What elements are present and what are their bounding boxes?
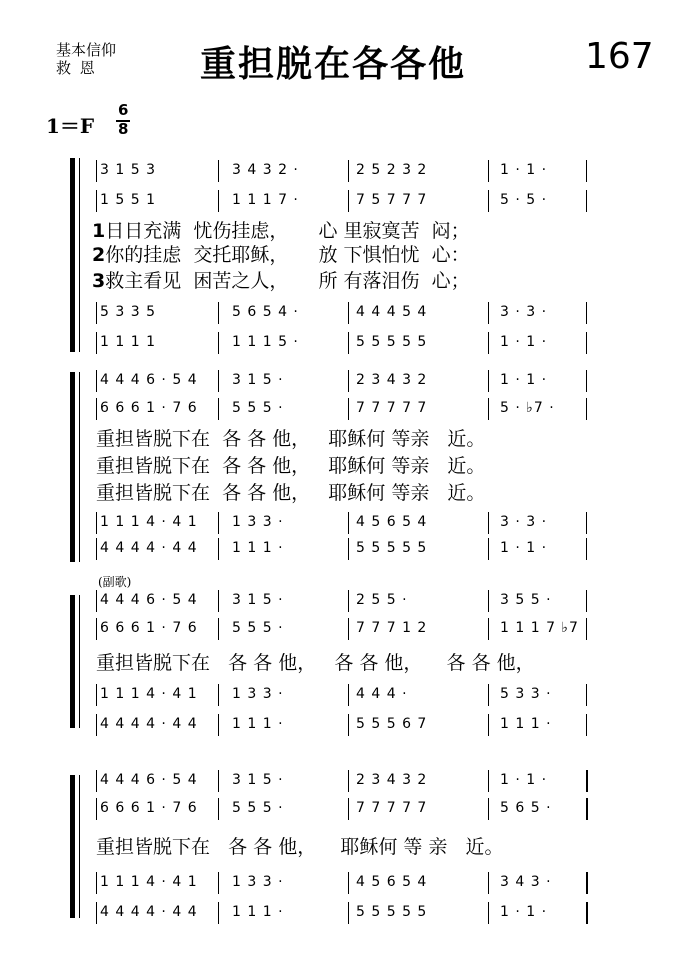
note-measure: 3 1 5 · <box>232 372 284 388</box>
barline <box>586 398 587 420</box>
hymn-title: 重担脱在各各他 <box>200 44 467 85</box>
note-measure: 3 · 3 · <box>500 304 548 320</box>
barline <box>586 370 587 392</box>
barline <box>488 714 489 736</box>
barline <box>218 872 219 894</box>
verse-text: 救主看见 困苦之人， 所 有落泪伤 心； <box>105 270 470 292</box>
verse-text: 你的挂虑 交托耶稣， 放 下惧怕忧 心： <box>105 244 470 266</box>
barline <box>218 538 219 560</box>
barline <box>488 332 489 354</box>
note-measure: 7 5 7 7 7 <box>356 192 428 208</box>
barline <box>488 160 489 182</box>
barline <box>488 902 489 924</box>
barline <box>348 872 349 894</box>
note-measure: 3 · 3 · <box>500 514 548 530</box>
barline <box>218 332 219 354</box>
note-measure: 2 3 4 3 2 <box>356 372 428 388</box>
barline <box>96 872 97 894</box>
chorus-lyric-line: 重担皆脱下在 各 各 他， 耶稣何 等 亲 近。 <box>96 836 504 858</box>
barline <box>96 332 97 354</box>
barline <box>488 190 489 212</box>
barline <box>488 398 489 420</box>
note-measure: 3 1 5 3 <box>100 162 156 178</box>
note-measure: 1 1 1 1 <box>100 334 156 350</box>
barline <box>96 160 97 182</box>
barline <box>488 872 489 894</box>
barline <box>348 902 349 924</box>
barline <box>348 398 349 420</box>
barline <box>586 538 587 560</box>
barline <box>218 618 219 640</box>
barline <box>348 714 349 736</box>
note-measure: 7 7 7 7 7 <box>356 800 428 816</box>
barline <box>348 160 349 182</box>
verse-lyric-line <box>92 270 470 292</box>
system-brace <box>70 595 75 728</box>
barline <box>96 190 97 212</box>
barline <box>218 160 219 182</box>
barline <box>96 770 97 792</box>
system-brace <box>70 372 75 562</box>
note-measure: 4 4 4 4 · 4 4 <box>100 540 198 556</box>
system-brace-line <box>79 372 80 562</box>
note-measure: 1 1 1 · <box>232 716 284 732</box>
note-measure: 4 4 4 4 · 4 4 <box>100 716 198 732</box>
chorus-label: (副歌) <box>98 575 132 589</box>
barline <box>218 798 219 820</box>
barline <box>218 902 219 924</box>
note-measure: 5 · ♭7 · <box>500 400 555 416</box>
hymn-number: 167 <box>585 36 654 77</box>
note-measure: 7 7 7 7 7 <box>356 400 428 416</box>
barline <box>586 770 588 792</box>
barline <box>96 538 97 560</box>
barline <box>488 798 489 820</box>
barline <box>96 370 97 392</box>
barline <box>96 902 97 924</box>
note-measure: 4 4 4 6 · 5 4 <box>100 592 198 608</box>
chorus-lyric-line: 重担皆脱下在 各 各 他， 耶稣何 等亲 近。 <box>96 455 486 477</box>
barline <box>488 770 489 792</box>
barline <box>586 190 587 212</box>
barline <box>488 370 489 392</box>
barline <box>586 872 588 894</box>
note-measure: 5 5 5 · <box>232 620 284 636</box>
note-measure: 1 1 1 4 · 4 1 <box>100 686 198 702</box>
verse-lyric-line <box>92 220 470 242</box>
barline <box>586 160 587 182</box>
note-measure: 4 5 6 5 4 <box>356 514 428 530</box>
note-measure: 1 1 1 5 · <box>232 334 299 350</box>
subcategory-label: 救 恩 <box>56 59 97 77</box>
note-measure: 5 5 5 5 5 <box>356 334 428 350</box>
note-measure: 3 1 5 · <box>232 592 284 608</box>
note-measure: 4 4 4 5 4 <box>356 304 428 320</box>
barline <box>586 302 587 324</box>
barline <box>218 714 219 736</box>
note-measure: 4 4 4 6 · 5 4 <box>100 772 198 788</box>
note-measure: 1 1 1 · <box>232 540 284 556</box>
barline <box>96 714 97 736</box>
note-measure: 5 5 5 · <box>232 400 284 416</box>
note-measure: 5 3 3 5 <box>100 304 156 320</box>
note-measure: 4 5 6 5 4 <box>356 874 428 890</box>
note-measure: 1 · 1 · <box>500 904 548 920</box>
note-measure: 1 1 1 · <box>232 904 284 920</box>
note-measure: 7 7 7 1 2 <box>356 620 428 636</box>
barline <box>488 590 489 612</box>
barline <box>348 538 349 560</box>
verse-lyric-line <box>92 244 470 266</box>
key-signature: 1＝F <box>46 114 95 138</box>
barline <box>348 190 349 212</box>
barline <box>96 684 97 706</box>
note-measure: 1 1 1 4 · 4 1 <box>100 874 198 890</box>
barline <box>348 590 349 612</box>
note-measure: 3 5 5 · <box>500 592 552 608</box>
note-measure: 6 6 6 1 · 7 6 <box>100 620 198 636</box>
barline <box>218 590 219 612</box>
note-measure: 1 3 3 · <box>232 514 284 530</box>
barline <box>96 798 97 820</box>
chorus-lyric-line: 重担皆脱下在 各 各 他， 耶稣何 等亲 近。 <box>96 428 486 450</box>
verse-number: 3 <box>92 270 106 292</box>
barline <box>96 302 97 324</box>
system-brace-line <box>79 775 80 918</box>
barline <box>586 902 588 924</box>
note-measure: 5 · 5 · <box>500 192 548 208</box>
note-measure: 1 · 1 · <box>500 372 548 388</box>
barline <box>348 618 349 640</box>
chorus-lyric-line: 重担皆脱下在 各 各 他， 耶稣何 等亲 近。 <box>96 482 486 504</box>
note-measure: 5 6 5 · <box>500 800 552 816</box>
time-signature-top: 6 <box>118 101 129 119</box>
note-measure: 5 5 5 6 7 <box>356 716 428 732</box>
verse-number: 1 <box>92 220 106 242</box>
note-measure: 3 4 3 · <box>500 874 552 890</box>
barline <box>586 684 587 706</box>
note-measure: 1 · 1 · <box>500 334 548 350</box>
time-signature-bottom: 8 <box>118 120 129 138</box>
barline <box>96 512 97 534</box>
note-measure: 1 3 3 · <box>232 686 284 702</box>
barline <box>348 302 349 324</box>
note-measure: 2 5 2 3 2 <box>356 162 428 178</box>
note-measure: 1 3 3 · <box>232 874 284 890</box>
barline <box>218 770 219 792</box>
barline <box>348 684 349 706</box>
note-measure: 5 5 5 · <box>232 800 284 816</box>
barline <box>586 590 587 612</box>
note-measure: 4 4 4 · <box>356 686 408 702</box>
note-measure: 1 1 1 · <box>500 716 552 732</box>
note-measure: 4 4 4 4 · 4 4 <box>100 904 198 920</box>
barline <box>488 512 489 534</box>
note-measure: 5 5 5 5 5 <box>356 540 428 556</box>
barline <box>348 370 349 392</box>
barline <box>218 190 219 212</box>
verse-text: 日日充满 忧伤挂虑， 心 里寂寞苦 闷； <box>105 220 470 242</box>
barline <box>218 302 219 324</box>
barline <box>348 512 349 534</box>
note-measure: 1 1 1 4 · 4 1 <box>100 514 198 530</box>
barline <box>488 684 489 706</box>
barline <box>348 332 349 354</box>
barline <box>218 512 219 534</box>
barline <box>488 538 489 560</box>
note-measure: 3 4 3 2 · <box>232 162 299 178</box>
system-brace <box>70 158 75 352</box>
barline <box>218 370 219 392</box>
barline <box>218 398 219 420</box>
barline <box>586 798 588 820</box>
note-measure: 1 1 1 7 · <box>232 192 299 208</box>
note-measure: 4 4 4 6 · 5 4 <box>100 372 198 388</box>
barline <box>96 590 97 612</box>
note-measure: 5 6 5 4 · <box>232 304 299 320</box>
barline <box>348 770 349 792</box>
system-brace-line <box>79 595 80 728</box>
barline <box>96 398 97 420</box>
note-measure: 1 · 1 · <box>500 540 548 556</box>
note-measure: 2 5 5 · <box>356 592 408 608</box>
barline <box>488 302 489 324</box>
note-measure: 1 5 5 1 <box>100 192 156 208</box>
note-measure: 3 1 5 · <box>232 772 284 788</box>
system-brace <box>70 775 75 918</box>
note-measure: 1 1 1 7 ♭7 <box>500 620 579 636</box>
verse-number: 2 <box>92 244 106 266</box>
note-measure: 6 6 6 1 · 7 6 <box>100 800 198 816</box>
barline <box>586 618 587 640</box>
barline <box>586 714 587 736</box>
note-measure: 5 3 3 · <box>500 686 552 702</box>
barline <box>96 618 97 640</box>
barline <box>218 684 219 706</box>
barline <box>488 618 489 640</box>
barline <box>348 798 349 820</box>
note-measure: 5 5 5 5 5 <box>356 904 428 920</box>
note-measure: 1 · 1 · <box>500 162 548 178</box>
category-label: 基本信仰 <box>56 41 117 59</box>
note-measure: 1 · 1 · <box>500 772 548 788</box>
note-measure: 6 6 6 1 · 7 6 <box>100 400 198 416</box>
chorus-lyric-line: 重担皆脱下在 各 各 他， 各 各 他， 各 各 他， <box>96 652 535 674</box>
note-measure: 2 3 4 3 2 <box>356 772 428 788</box>
barline <box>586 332 587 354</box>
system-brace-line <box>79 158 80 352</box>
barline <box>586 512 587 534</box>
